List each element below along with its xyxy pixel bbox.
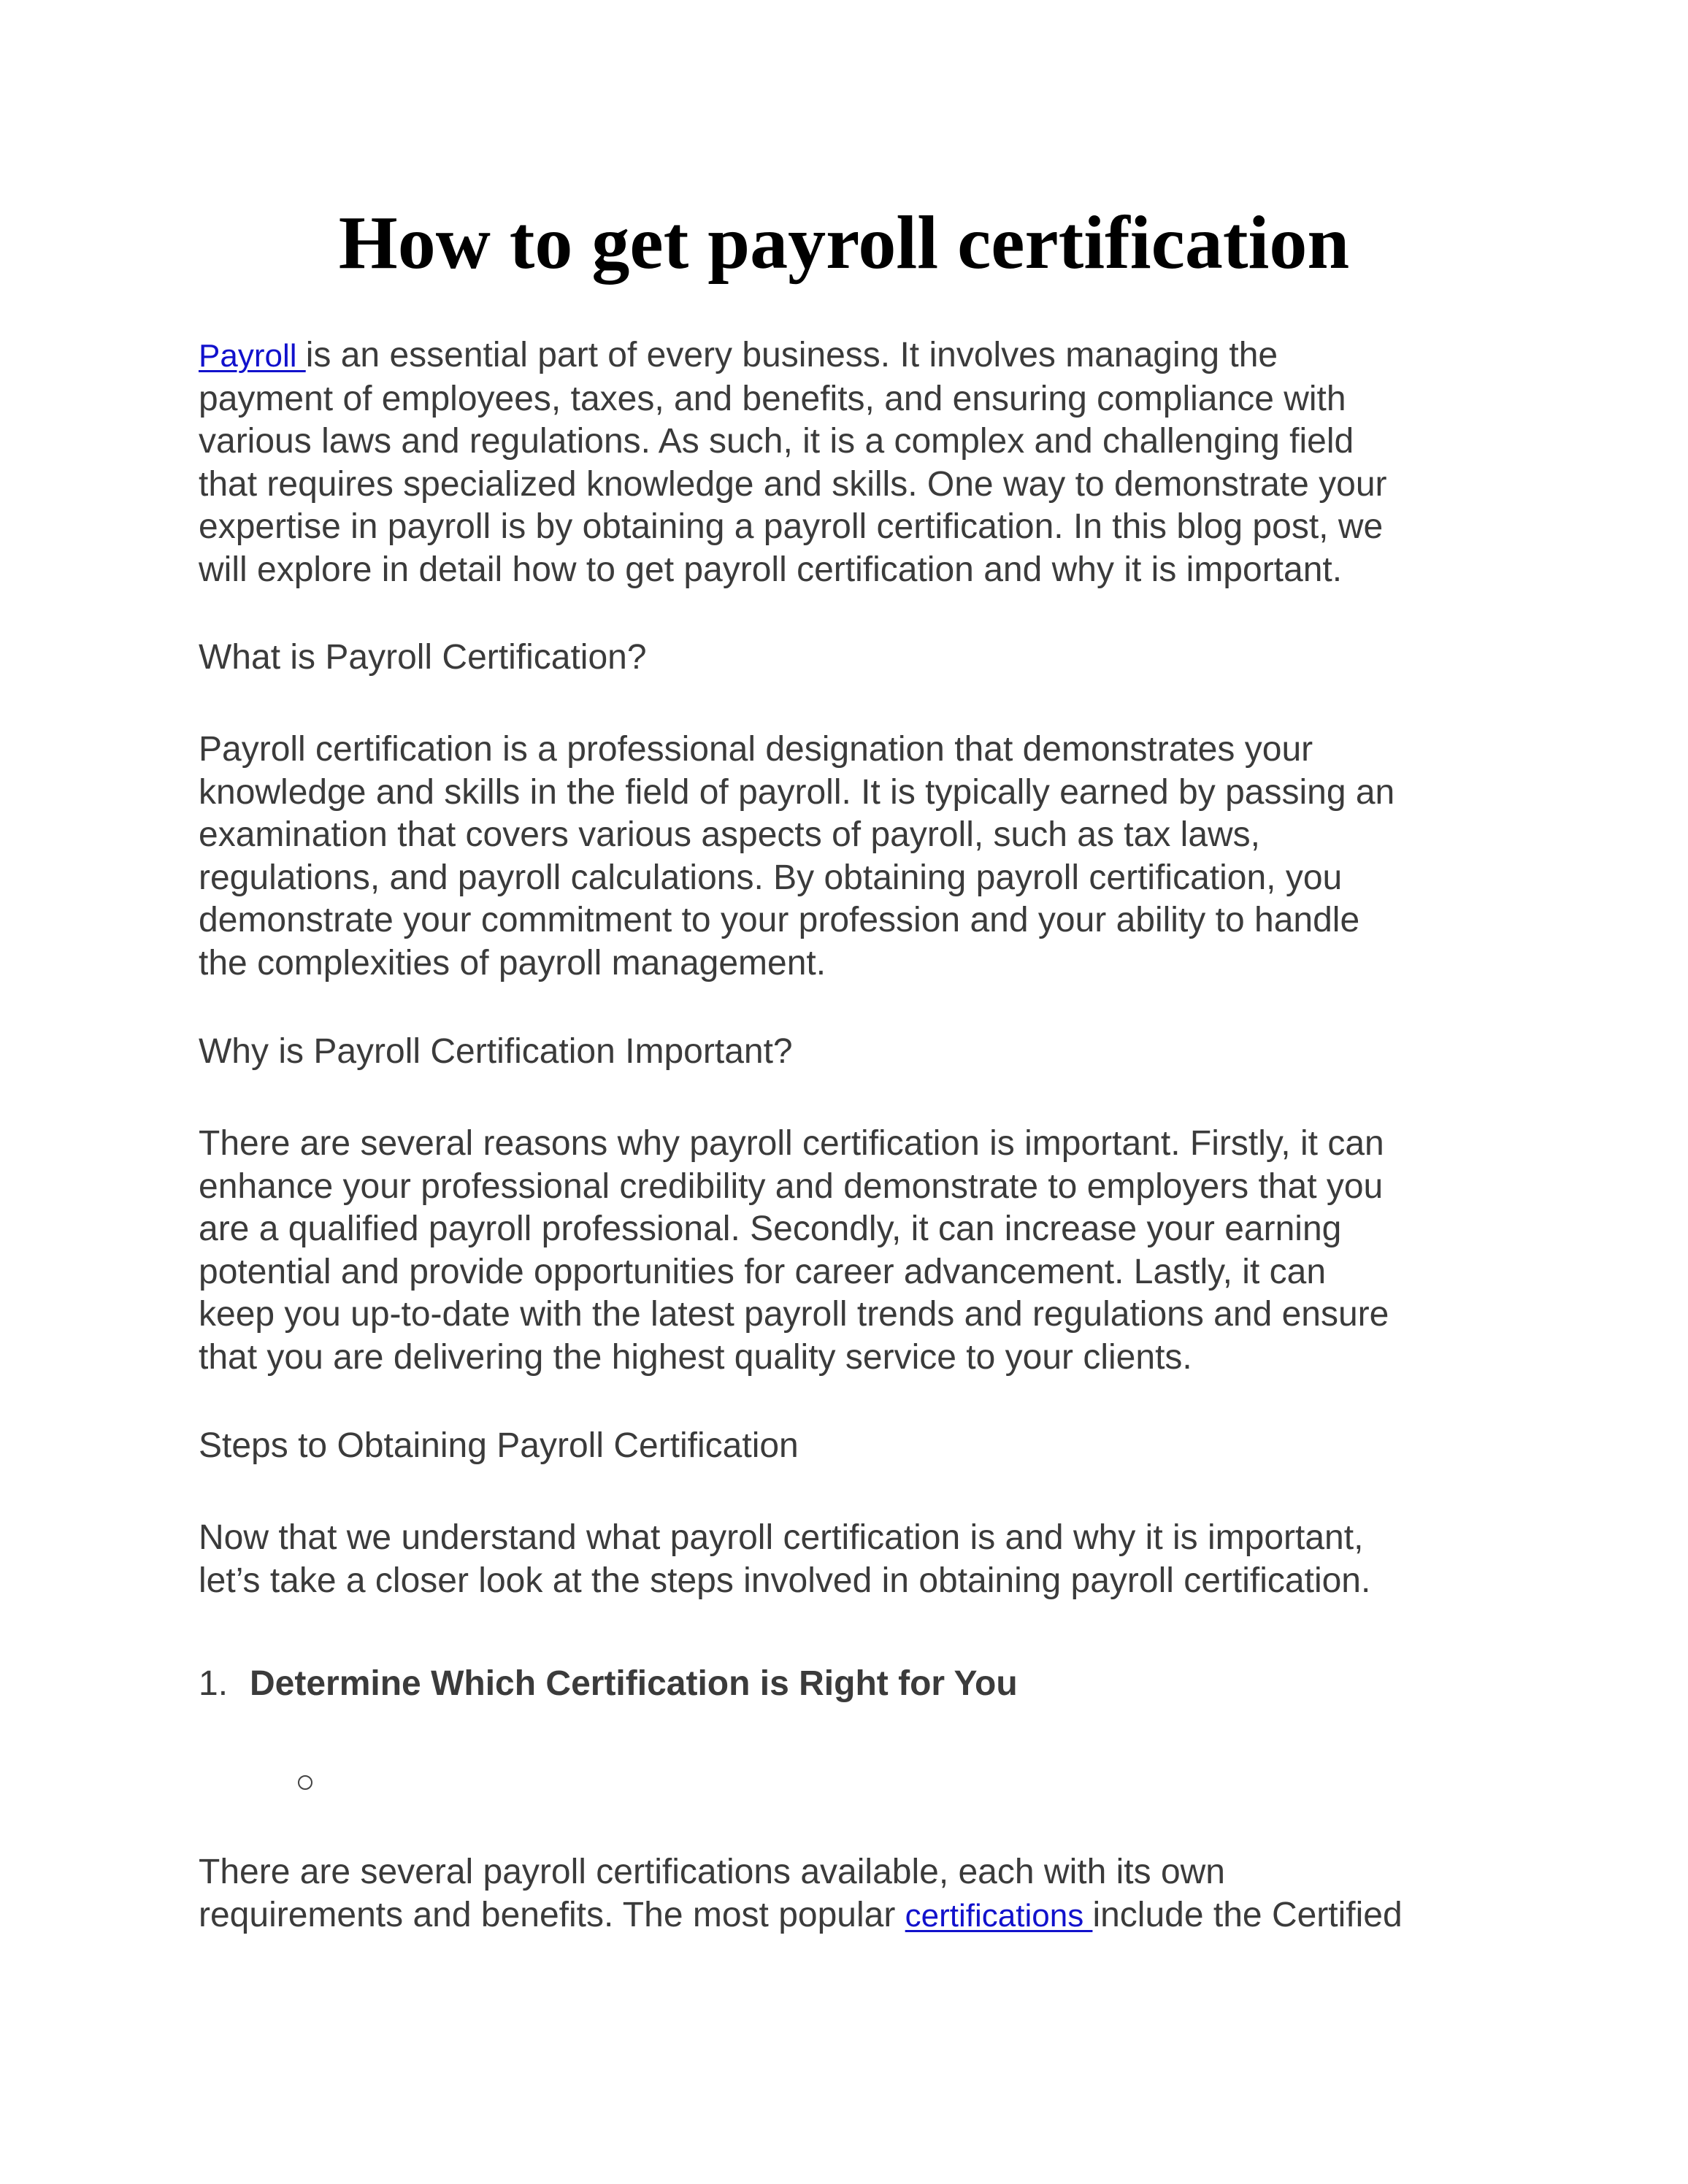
certifications-link[interactable]: certifications bbox=[905, 1897, 1093, 1934]
body-line: are a qualified payroll professional. Secondly, it can increase your earning bbox=[199, 1210, 1342, 1248]
body-line: Payroll certification is a professional designation that demonstrates your bbox=[199, 730, 1313, 769]
body-line: enhance your professional credibility and demonstrate to employers that you bbox=[199, 1166, 1384, 1206]
intro-line-2: payment of employees, taxes, and benefits, and ensuring compliance with bbox=[199, 379, 1346, 418]
intro-line-5: expertise in payroll is by obtaining a payroll certification. In this blog post, we bbox=[199, 507, 1384, 546]
intro-line-1 bbox=[199, 334, 1513, 378]
intro-paragraph bbox=[199, 334, 1513, 591]
section-steps-body bbox=[199, 1517, 1513, 1602]
section-what-is-body bbox=[199, 728, 1513, 985]
section-heading-what-is bbox=[199, 637, 1513, 680]
section-heading-what-is-text: What is Payroll Certification? bbox=[199, 638, 647, 677]
body-line: knowledge and skills in the field of payroll. It is typically earned by passing an bbox=[199, 772, 1395, 812]
intro-line-3: various laws and regulations. As such, it is a complex and challenging field bbox=[199, 422, 1354, 461]
section-why-important-body bbox=[199, 1123, 1513, 1379]
final-paragraph bbox=[199, 1851, 1513, 1937]
final-line-1: There are several payroll certifications available, each with its own bbox=[199, 1853, 1225, 1891]
final-line-2-after: include the Certified bbox=[1092, 1895, 1403, 1934]
body-line: let’s take a closer look at the steps involved in obtaining payroll certification. bbox=[199, 1561, 1371, 1600]
body-line: Now that we understand what payroll certification is and why it is important, bbox=[199, 1518, 1364, 1557]
body-line: regulations, and payroll calculations. By obtaining payroll certification, you bbox=[199, 858, 1343, 897]
section-heading-steps-text: Steps to Obtaining Payroll Certification bbox=[199, 1426, 799, 1465]
intro-line-6: will explore in detail how to get payroll certification and why it is important. bbox=[199, 550, 1343, 589]
body-line: There are several reasons why payroll certification is important. Firstly, it can bbox=[199, 1124, 1384, 1163]
section-heading-why-important-text: Why is Payroll Certification Important? bbox=[199, 1032, 793, 1071]
body-line: keep you up-to-date with the latest payroll trends and regulations and ensure bbox=[199, 1295, 1389, 1334]
page-title: How to get payroll certification bbox=[338, 201, 1350, 285]
step-number: 1. bbox=[199, 1664, 229, 1703]
body-line: potential and provide opportunities for career advancement. Lastly, it can bbox=[199, 1252, 1327, 1291]
final-line-2 bbox=[199, 1894, 1513, 1938]
intro-line-1-text: is an essential part of every business. It involves managing the bbox=[305, 336, 1278, 374]
section-heading-steps bbox=[199, 1425, 1513, 1468]
intro-line-4: that requires specialized knowledge and skills. One way to demonstrate your bbox=[199, 464, 1387, 504]
body-line: the complexities of payroll management. bbox=[199, 943, 826, 983]
body-line: examination that covers various aspects of payroll, such as tax laws, bbox=[199, 815, 1261, 854]
hollow-circle-bullet-icon bbox=[298, 1775, 312, 1790]
step-title: Determine Which Certification is Right for You bbox=[250, 1664, 1018, 1703]
step-list-item-1 bbox=[199, 1663, 1018, 1705]
payroll-link[interactable]: Payroll bbox=[199, 338, 306, 374]
body-line: that you are delivering the highest quality service to your clients. bbox=[199, 1337, 1192, 1377]
final-line-2-before: requirements and benefits. The most popular bbox=[199, 1895, 905, 1934]
body-line: demonstrate your commitment to your profession and your ability to handle bbox=[199, 901, 1360, 939]
section-heading-why-important bbox=[199, 1031, 1513, 1074]
